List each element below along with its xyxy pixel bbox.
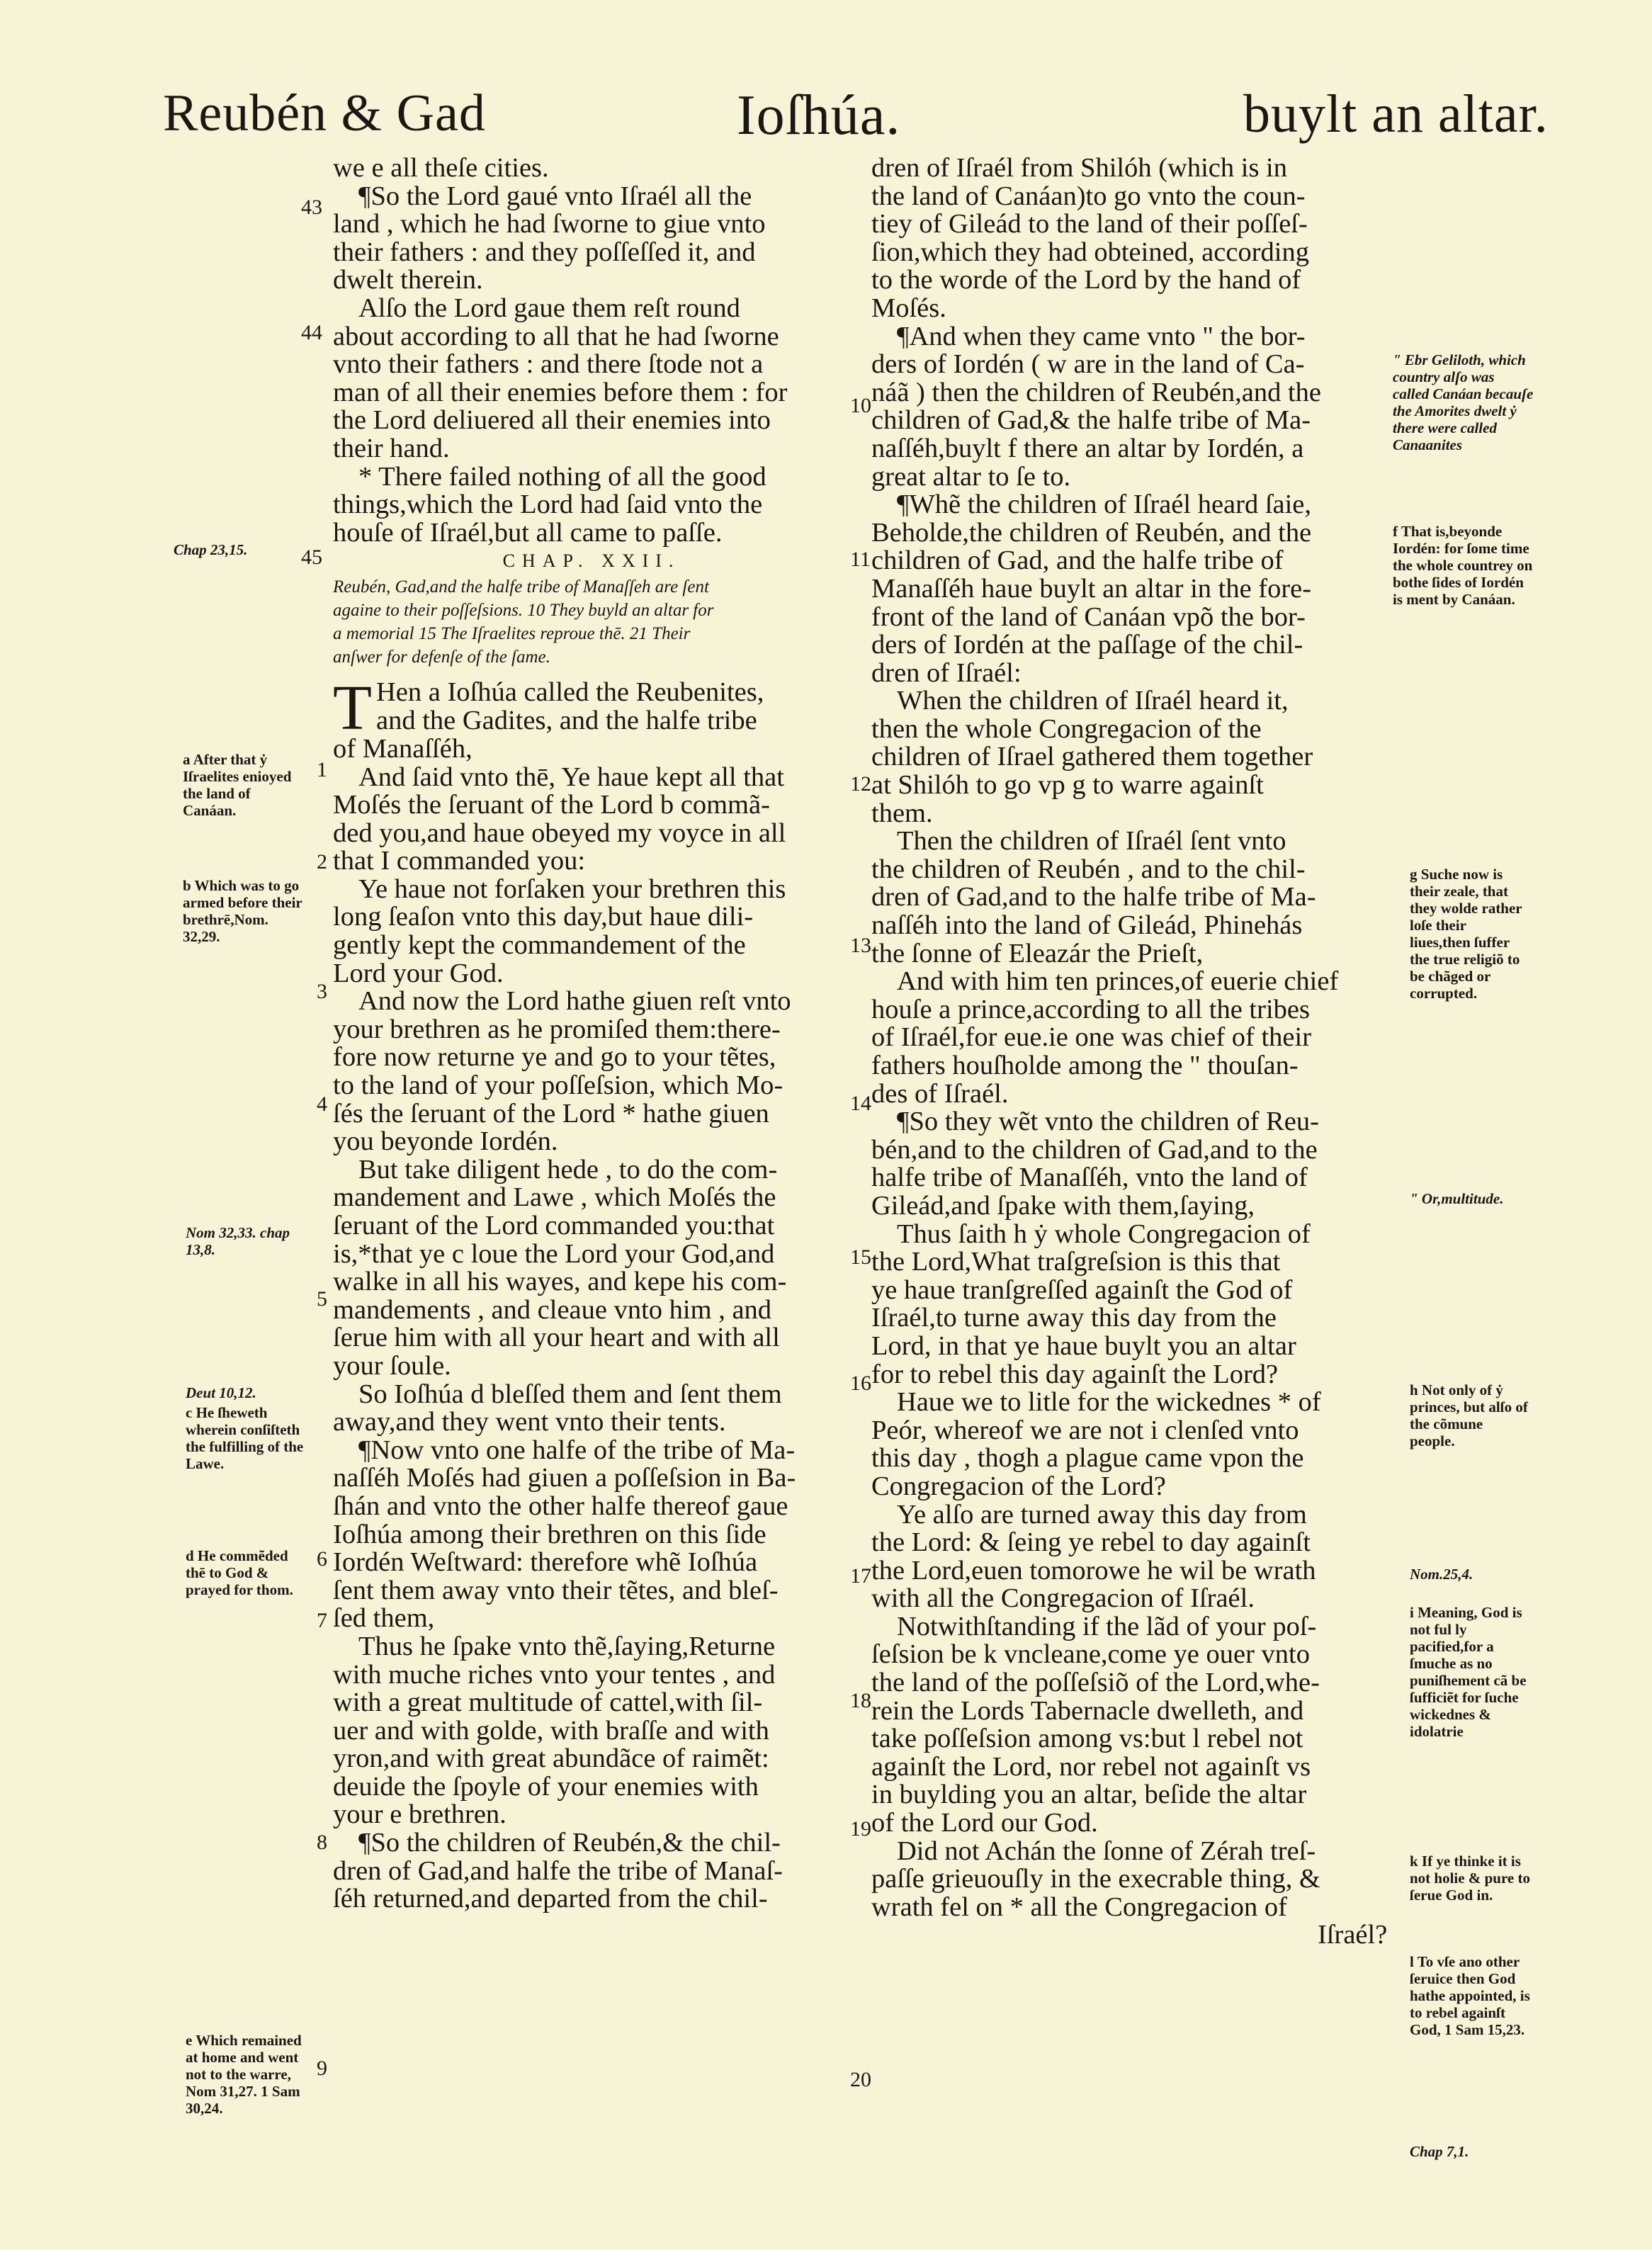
text-line: the children of Reubén , and to the chil- (871, 854, 1306, 884)
margin-note: e Which remained at home and went not to the warre, Nom 31,27. 1 Sam 30,24. (186, 2032, 302, 2117)
verse-number: 6 (317, 1547, 327, 1571)
margin-note: b Which was to go armed before their brethrē,Nom. 32,29. (183, 877, 302, 945)
text-line: ded you,and haue obeyed my voyce in all (333, 818, 786, 848)
text-line: ¶Whẽ the children of Iſraél heard ſaie, (897, 490, 1312, 520)
text-line: your e brethren. (333, 1799, 507, 1830)
text-line: ders of Iordén ( w are in the land of Ca- (871, 349, 1305, 380)
text-line: ſent them away vnto their tẽtes, and bleſ- (333, 1575, 779, 1605)
text-line: But take diligent hede , to do the com- (358, 1154, 778, 1185)
margin-note: Chap 7,1. (1410, 2143, 1469, 2160)
text-line: Alſo the Lord gaue them reſt round (358, 293, 740, 323)
text-line: uer and with golde, with braſſe and with (333, 1715, 769, 1746)
text-line: fore now returne ye and go to your tẽtes, (333, 1042, 776, 1073)
text-line: naſſéh,buylt f there an altar by Iordén, a (871, 433, 1304, 463)
text-line: ¶Now vnto one halfe of the tribe of Ma- (358, 1435, 796, 1465)
text-line: in buylding you an altar, beſide the altar (871, 1780, 1307, 1810)
text-line: your ſoule. (333, 1350, 451, 1381)
margin-note: Nom 32,33. chap 13,8. (186, 1224, 290, 1258)
text-line: náã ) then the children of Reubén,and the (871, 377, 1322, 407)
text-line: Haue we to litle for the wickednes * of (897, 1387, 1321, 1418)
text-line: of Manaſſéh, (333, 733, 473, 764)
text-line: ſeruant of the Lord commanded you:that (333, 1211, 775, 1240)
text-line: of Iſraél,for eue.ie one was chief of their (871, 1022, 1312, 1053)
text-line: paſſe grieuouſly in the execrable thing, & (871, 1864, 1320, 1894)
margin-note: l To vſe ano other ſeruice then God hathe appointed, is to rebel againſt God, 1 Sam 15,23. (1410, 1953, 1530, 2038)
margin-note: Chap 23,15. (174, 541, 248, 558)
text-line: their fathers : and they poſſeſſed it, and (333, 237, 756, 267)
text-line: Iſraél,to turne away this day from the (871, 1303, 1277, 1333)
text-line: ſéh returned,and departed from the chil- (333, 1884, 768, 1914)
margin-note: d He commẽded thē to God & prayed for thom. (186, 1547, 293, 1598)
text-line: Hen a Ioſhúa called the Reubenites, (375, 677, 764, 707)
verse-number: 9 (317, 2057, 327, 2080)
text-line: them. (871, 798, 933, 828)
text-line: walke in all his wayes, and kepe his com- (333, 1267, 787, 1297)
verse-number: 12 (850, 772, 871, 796)
text-line: and the Gadites, and the halfe tribe (375, 705, 757, 735)
catchword: Iſraél? (1318, 1920, 1388, 1950)
text-line: dren of Gad,and to the halfe tribe of Ma- (871, 882, 1316, 912)
text-line: you beyonde Iordén. (333, 1126, 558, 1157)
drop-cap: T (333, 672, 372, 743)
text-line: Lord your God. (333, 958, 504, 988)
text-line: mandements , and cleaue vnto him , and (333, 1294, 772, 1325)
text-line: Beholde,the children of Reubén, and the (871, 517, 1312, 548)
text-line: naſſéh into the land of Gileád, Phinehás (871, 910, 1303, 941)
text-line: the Lord: & ſeing ye rebel to day againſt (871, 1527, 1311, 1558)
verse-number: 10 (850, 394, 871, 417)
text-line: ſed them, (333, 1603, 435, 1634)
text-line: des of Iſraél. (871, 1078, 1009, 1109)
text-line: yron,and with great abundãce of raimẽt: (333, 1743, 769, 1774)
text-line: children of Gad, and the halfe tribe of (871, 545, 1284, 576)
text-line: Gileád,and ſpake with them,ſaying, (871, 1190, 1255, 1221)
text-line: with a great multitude of cattel,with ſil- (333, 1688, 763, 1718)
text-line: gently kept the commandement of the (333, 930, 746, 961)
text-line: Ye alſo are turned away this day from (897, 1499, 1307, 1530)
verse-number: 13 (850, 934, 871, 957)
text-line: children of Iſrael gathered them together (871, 742, 1313, 772)
chapter-summary-line: anſwer for defenſe of the ſame. (333, 647, 550, 667)
margin-note: " Or,multitude. (1410, 1190, 1504, 1207)
text-line: children of Gad,& the halfe tribe of Ma- (871, 405, 1311, 436)
text-line: dwelt therein. (333, 265, 483, 295)
text-line: is,*that ye c loue the Lord your God,and (333, 1238, 775, 1269)
text-line: great altar to ſe to. (871, 461, 1071, 492)
text-line: ſhán and vnto the other halfe thereof gaue (333, 1491, 788, 1521)
text-line: about according to all that he had ſworne (333, 321, 779, 351)
verse-number: 14 (850, 1092, 871, 1115)
text-line: the land of the poſſeſsiõ of the Lord,whe- (871, 1668, 1320, 1698)
margin-note: h Not only of ẏ princes, but alſo of the cõmune people. (1410, 1381, 1528, 1449)
text-line: their hand. (333, 433, 450, 463)
text-line: deuide the ſpoyle of your enemies with (333, 1771, 759, 1802)
text-line: naſſéh Moſés had giuen a poſſeſsion in Ba- (333, 1463, 796, 1493)
text-line: ¶And when they came vnto " the bor- (897, 321, 1306, 351)
verse-number: 44 (301, 321, 322, 344)
text-line: ¶So they wẽt vnto the children of Reu- (897, 1107, 1319, 1137)
text-line: take poſſeſsion among vs:but l rebel not (871, 1724, 1303, 1754)
verse-number: 1 (317, 758, 327, 781)
text-line: ders of Iordén at the paſſage of the chil- (871, 630, 1303, 660)
text-line: vnto their fathers : and there ſtode not a (333, 349, 764, 380)
verse-number: 43 (301, 196, 322, 219)
text-line: rein the Lords Tabernacle dwelleth, and (871, 1695, 1304, 1726)
text-line: Iordén Weſtward: therefore whẽ Ioſhúa (333, 1547, 758, 1578)
text-line: of the Lord our God. (871, 1808, 1098, 1838)
text-line: Manaſſéh haue buylt an altar in the fore- (871, 573, 1312, 604)
margin-note: g Suche now is their zeale, that they wolde rather loſe their liues,then ſuffer the true religiõ to be chãged or corrupted. (1410, 866, 1522, 1002)
running-head-right: buylt an altar. (1243, 84, 1549, 144)
verse-number: 17 (850, 1564, 871, 1588)
text-line: And now the Lord hathe giuen reſt vnto (358, 986, 791, 1017)
text-line: dren of Gad,and halfe the tribe of Manaſ- (333, 1855, 783, 1886)
chapter-heading: CHAP. XXII. (502, 550, 681, 572)
text-line: the land of Canáan)to go vnto the coun- (871, 181, 1306, 211)
chapter-summary-line: a memorial 15 The Iſraelites reproue thē. 21 Their (333, 623, 691, 643)
text-line: Lord, in that ye haue buylt you an altar (871, 1330, 1296, 1361)
text-line: with all the Congregacion of Iſraél. (871, 1583, 1255, 1614)
verse-number: 20 (850, 2068, 871, 2091)
text-line: ſion,which they had obteined, according (871, 237, 1309, 267)
verse-number: 15 (850, 1245, 871, 1269)
verse-number: 8 (317, 1831, 327, 1854)
text-line: tiey of Gileád to the land of their poſſeſ- (871, 209, 1308, 239)
text-line: houſe of Iſraél,but all came to paſſe. (333, 517, 723, 548)
verse-number: 2 (317, 850, 327, 874)
margin-note: k If ye thinke it is not holie & pure to ſerue God in. (1410, 1853, 1530, 1904)
text-line: Did not Achán the ſonne of Zérah treſ- (897, 1836, 1316, 1866)
verse-number: 7 (317, 1609, 327, 1632)
verse-number: 45 (301, 545, 322, 569)
text-line: things,which the Lord had ſaid vnto the (333, 490, 763, 520)
text-line: the Lord,What traſgreſsion is this that (871, 1247, 1281, 1277)
text-line: with muche riches vnto your tentes , and (333, 1659, 776, 1690)
text-line: Thus ſaith h ẏ whole Congregacion of (897, 1219, 1311, 1249)
text-line: away,and they went vnto their tents. (333, 1407, 726, 1437)
text-line: the Lord deliuered all their enemies into (333, 405, 771, 436)
text-line: And with him ten princes,of euerie chief (897, 966, 1339, 997)
text-line: halfe tribe of Manaſſéh, vnto the land of (871, 1163, 1308, 1193)
running-head-left: Reubén & Gad (163, 84, 486, 142)
text-line: Then the children of Iſraél ſent vnto (897, 826, 1286, 857)
text-line: againſt the Lord, nor rebel not againſt vs (871, 1751, 1311, 1782)
text-line: Congregacion of the Lord? (871, 1471, 1166, 1501)
text-line: this day , thogh a plague came vpon the (871, 1443, 1304, 1474)
text-line: to the worde of the Lord by the hand of (871, 265, 1301, 295)
chapter-summary-line: Reubén, Gad,and the halfe tribe of Manaſſeh are ſent (333, 577, 709, 597)
text-line: then the whole Congregacion of the (871, 713, 1262, 744)
text-line: ſés the ſeruant of the Lord * hathe giuen (333, 1098, 769, 1129)
text-line: at Shilóh to go vp g to warre againſt (871, 770, 1264, 801)
text-line: ¶So the Lord gaué vnto Iſraél all the (358, 181, 752, 211)
verse-number: 18 (850, 1689, 871, 1712)
text-line: fathers houſholde among the " thouſan- (871, 1051, 1299, 1080)
text-line: that I commanded you: (333, 846, 586, 876)
text-line: Peór, whereof we are not i clenſed vnto (871, 1415, 1299, 1445)
running-head-center: Ioſhúa. (737, 84, 901, 147)
verse-number: 19 (850, 1817, 871, 1841)
verse-number: 4 (317, 1092, 327, 1116)
text-line: So Ioſhúa d bleſſed them and ſent them (358, 1379, 782, 1409)
margin-note: a After that ẏ Iſraelites enioyed the land of Canáan. (183, 751, 292, 819)
text-line: land , which he had ſworne to giue vnto (333, 209, 766, 239)
text-line: ye haue tranſgreſſed againſt the God of (871, 1274, 1293, 1305)
margin-note: Deut 10,12. (186, 1384, 256, 1401)
text-line: to the land of your poſſeſsion, which Mo- (333, 1070, 783, 1101)
text-line: long ſeaſon vnto this day,but haue dili- (333, 902, 754, 932)
text-line: Moſés the ſeruant of the Lord b commã- (333, 790, 770, 820)
text-line: When the children of Iſraél heard it, (897, 686, 1289, 716)
text-line: man of all their enemies before them : for (333, 377, 788, 407)
text-line: ſeſsion be k vncleane,come ye ouer vnto (871, 1639, 1310, 1670)
verse-number: 16 (850, 1372, 871, 1395)
text-line: Ye haue not forſaken your brethren this (358, 874, 786, 904)
text-line: the ſonne of Eleazár the Prieſt, (871, 938, 1204, 968)
text-line: bén,and to the children of Gad,and to the (871, 1134, 1318, 1165)
verse-number: 5 (317, 1287, 327, 1311)
chapter-summary-line: againe to their poſſeſsions. 10 They buyld an altar for (333, 600, 714, 620)
verse-number: 3 (317, 980, 327, 1003)
text-line: front of the land of Canáan vpõ the bor- (871, 601, 1306, 632)
text-line: ¶So the children of Reubén,& the chil- (358, 1828, 781, 1858)
text-line: ſerue him with all your heart and with all (333, 1323, 780, 1353)
text-line: * There failed nothing of all the good (358, 461, 766, 492)
verse-number: 11 (850, 548, 871, 571)
text-line: Thus he ſpake vnto thẽ,ſaying,Returne (358, 1631, 776, 1661)
text-line: And ſaid vnto thē, Ye haue kept all that (358, 762, 784, 792)
text-line: wrath fel on * all the Congregacion of (871, 1892, 1287, 1922)
text-line: we e all theſe cities. (333, 153, 549, 183)
right-column (871, 154, 1396, 1950)
margin-note: c He ſheweth wherein conſiſteth the fulfilling of the Lawe. (186, 1404, 304, 1472)
text-line: Notwithſtanding if the lãd of your poſ- (897, 1611, 1317, 1641)
text-line: Ioſhúa among their brethren on this ſide (333, 1519, 766, 1549)
text-line: houſe a prince,according to all the tribes (871, 994, 1310, 1024)
left-column (333, 154, 850, 1913)
text-line: mandement and Lawe , which Moſés the (333, 1182, 776, 1213)
margin-note: " Ebr Geliloth, which country alſo was called Canáan becauſe the Amorites dwelt ẏ there were called Canaanites (1393, 351, 1534, 453)
margin-note: i Meaning, God is not ful ly pacified,for a ſmuche as no puniſhement cã be ſufficiẽt for ſuche wickednes & idolatrie (1410, 1604, 1527, 1740)
text-line: the Lord,euen tomorowe he wil be wrath (871, 1555, 1316, 1585)
text-line: dren of Iſraél from Shilóh (which is in (871, 153, 1287, 183)
text-line: Moſés. (871, 293, 946, 323)
text-line: for to rebel this day againſt the Lord? (871, 1359, 1279, 1389)
margin-note: f That is,beyonde Iordén: for ſome time the whole countrey on bothe ſides of Iordén is ment by Canáan. (1393, 523, 1533, 608)
text-line: your brethren as he promiſed them:there- (333, 1014, 781, 1044)
margin-note: Nom.25,4. (1410, 1566, 1473, 1583)
text-line: dren of Iſraél: (871, 657, 1022, 688)
